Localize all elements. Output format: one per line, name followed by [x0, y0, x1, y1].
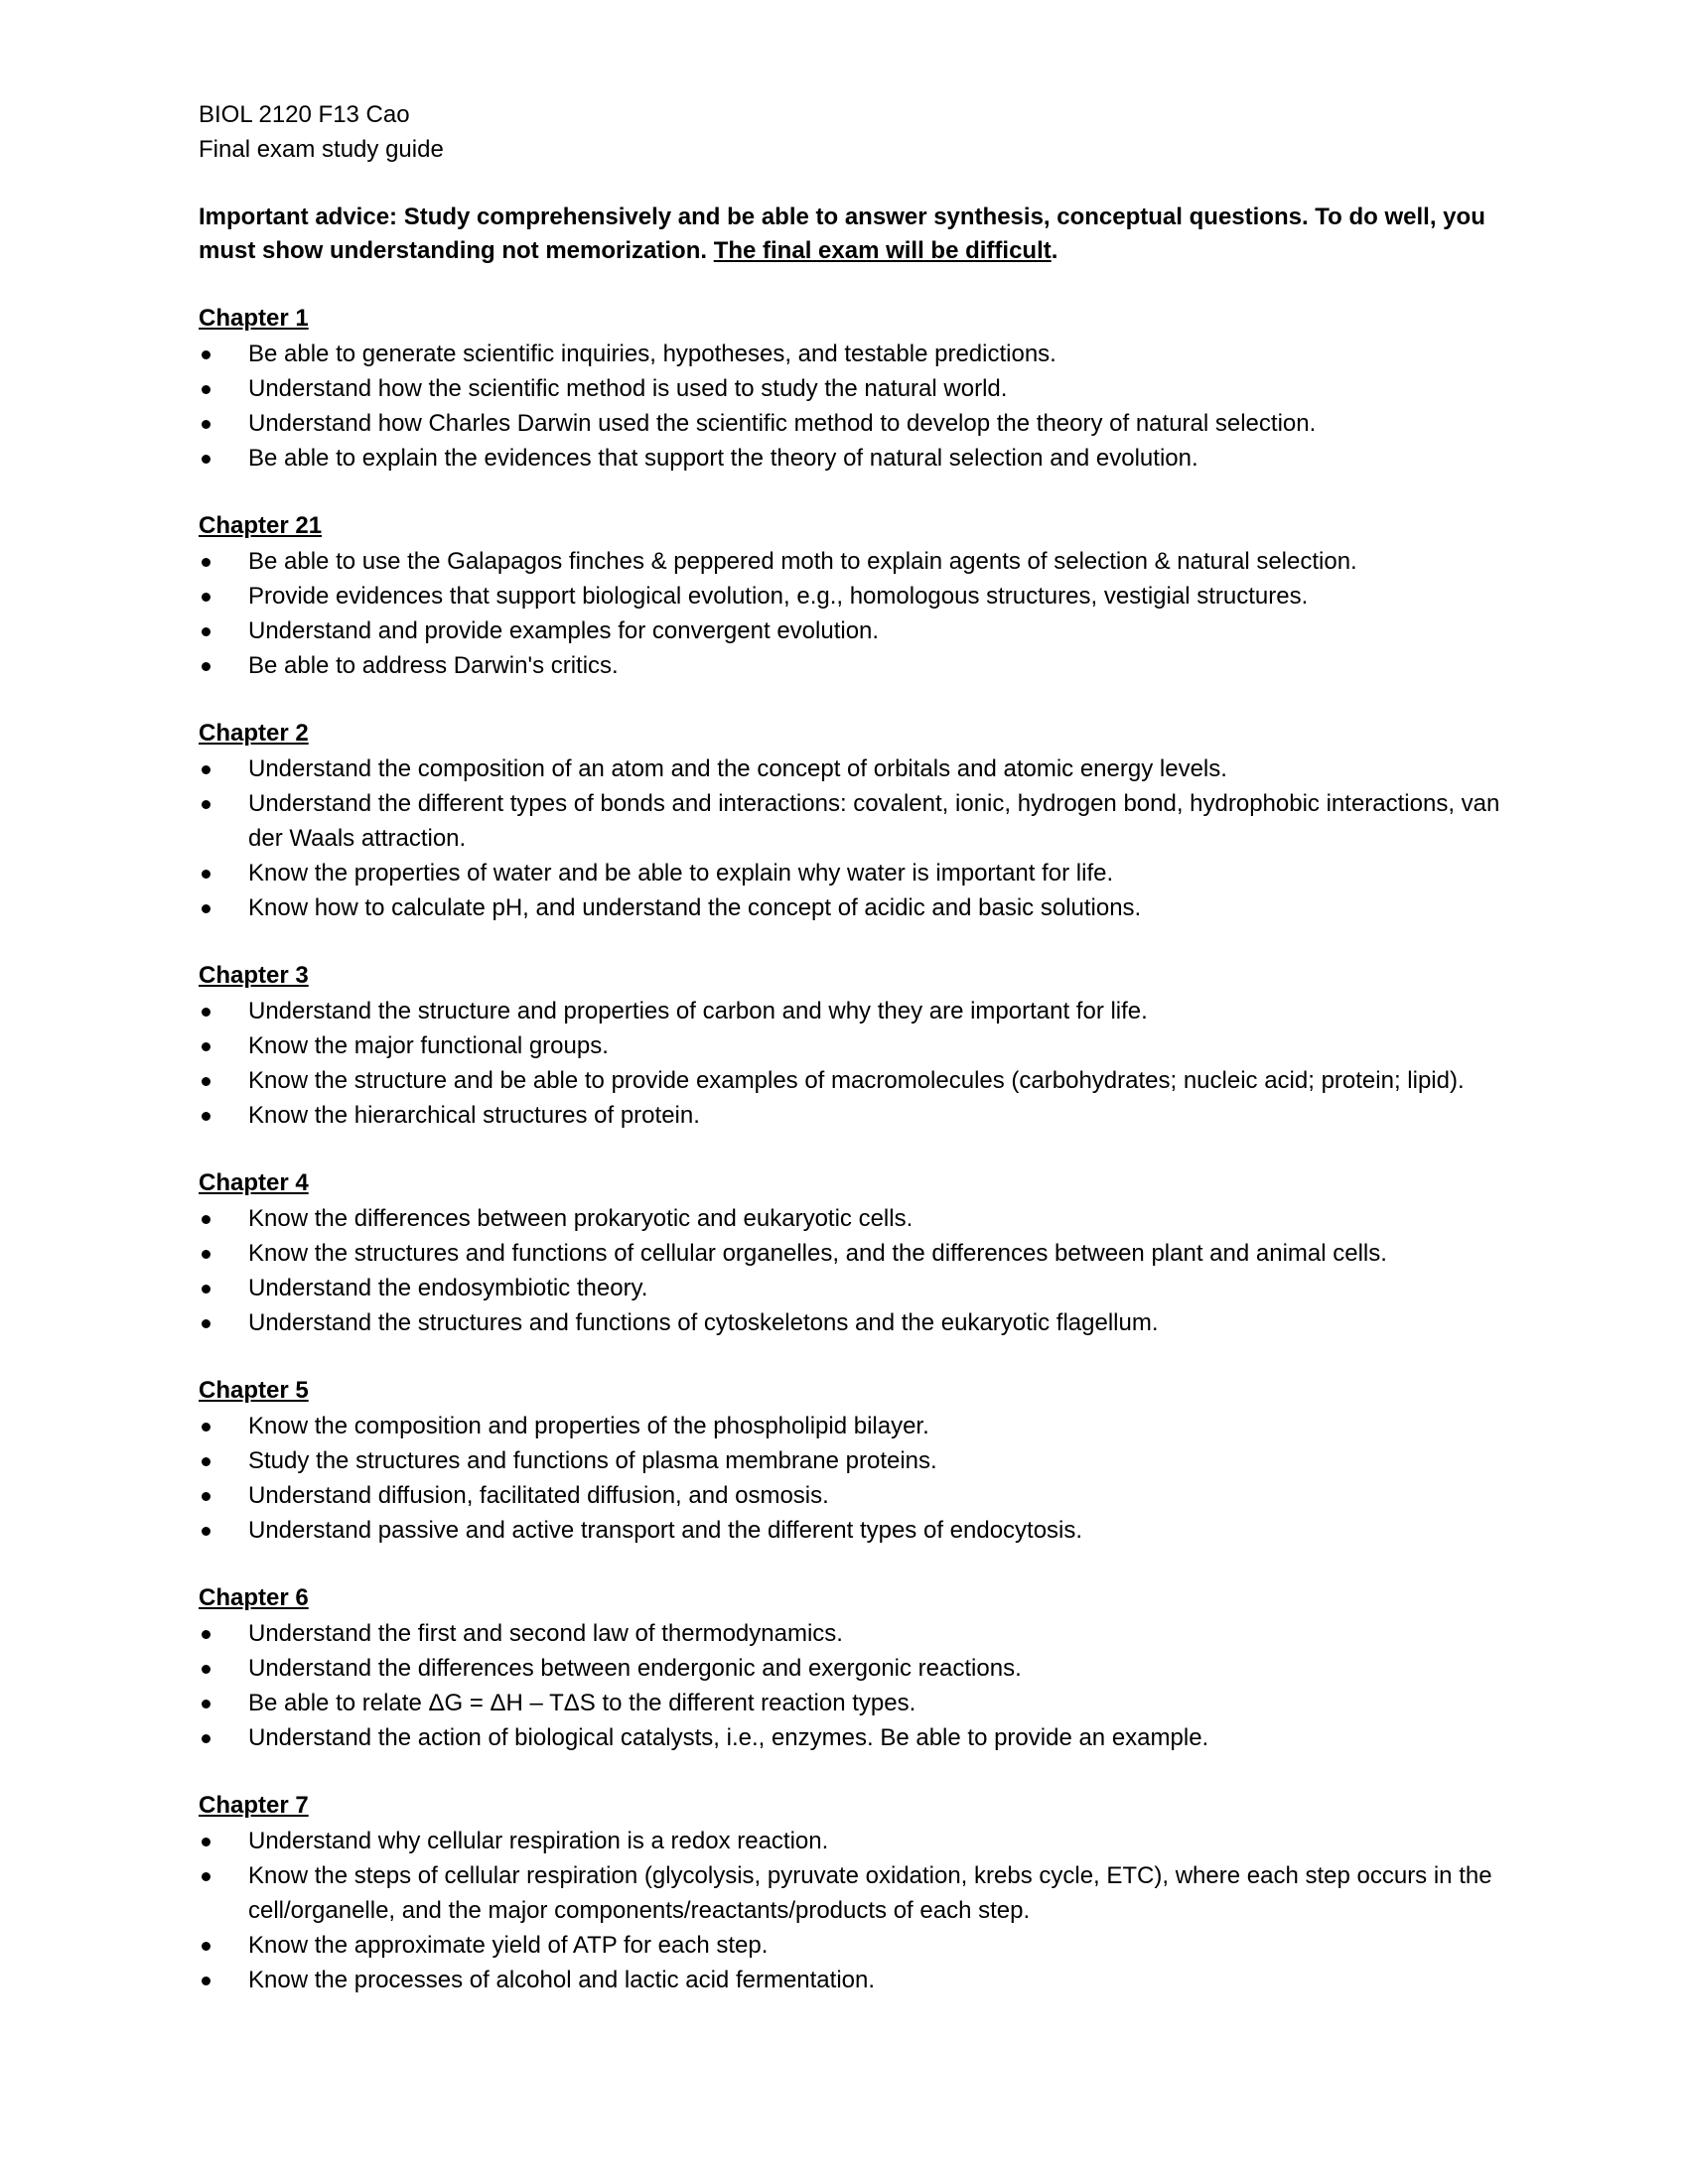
- bullet-item: Know the major functional groups.: [199, 1028, 1519, 1063]
- chapter-heading: Chapter 7: [199, 1792, 309, 1819]
- bullet-item: Understand how the scientific method is used to study the natural world.: [199, 371, 1519, 406]
- document-page: [199, 97, 1519, 1997]
- bullet-item: Know the composition and properties of the phospholipid bilayer.: [199, 1409, 1519, 1443]
- chapter-heading: Chapter 4: [199, 1169, 309, 1196]
- chapter-section: [199, 958, 1519, 1133]
- chapter-section: [199, 1373, 1519, 1548]
- bullet-item: Know how to calculate pH, and understand the concept of acidic and basic solutions.: [199, 890, 1519, 925]
- bullet-item: Understand passive and active transport and the different types of endocytosis.: [199, 1513, 1519, 1548]
- bullet-list: [199, 751, 1519, 925]
- document-title: Final exam study guide: [199, 136, 444, 163]
- bullet-item: Know the structures and functions of cellular organelles, and the differences between plant and animal cells.: [199, 1236, 1519, 1271]
- bullet-item: Understand why cellular respiration is a redox reaction.: [199, 1824, 1519, 1858]
- course-label: BIOL 2120 F13 Cao: [199, 101, 410, 128]
- bullet-item: Know the structure and be able to provide examples of macromolecules (carbohydrates; nucleic acid; protein; lipid).: [199, 1063, 1519, 1098]
- bullet-item: Know the hierarchical structures of protein.: [199, 1098, 1519, 1133]
- bullet-item: Be able to relate ΔG = ΔH – TΔS to the different reaction types.: [199, 1686, 1519, 1720]
- advice-end: .: [1051, 237, 1058, 264]
- chapter-section: [199, 1580, 1519, 1755]
- chapter-heading: Chapter 21: [199, 512, 323, 539]
- bullet-item: Know the approximate yield of ATP for each step.: [199, 1928, 1519, 1963]
- bullet-item: Understand the differences between endergonic and exergonic reactions.: [199, 1651, 1519, 1686]
- bullet-item: Be able to generate scientific inquiries, hypotheses, and testable predictions.: [199, 337, 1519, 371]
- chapter-section: [199, 508, 1519, 683]
- bullet-list: [199, 1616, 1519, 1755]
- bullet-list: [199, 337, 1519, 476]
- bullet-item: Understand the endosymbiotic theory.: [199, 1271, 1519, 1305]
- bullet-item: Understand the first and second law of thermodynamics.: [199, 1616, 1519, 1651]
- bullet-item: Understand the different types of bonds and interactions: covalent, ionic, hydrogen bond, hydrophobic interactions, van der Waals attraction.: [199, 786, 1519, 856]
- important-advice: [199, 201, 1489, 268]
- bullet-item: Understand the action of biological catalysts, i.e., enzymes. Be able to provide an example.: [199, 1720, 1519, 1755]
- bullet-list: [199, 1201, 1519, 1340]
- chapter-heading: Chapter 6: [199, 1584, 309, 1611]
- bullet-item: Be able to explain the evidences that support the theory of natural selection and evolution.: [199, 441, 1519, 476]
- bullet-item: Understand and provide examples for convergent evolution.: [199, 614, 1519, 648]
- chapter-heading: Chapter 2: [199, 720, 309, 747]
- bullet-item: Know the properties of water and be able to explain why water is important for life.: [199, 856, 1519, 890]
- bullet-item: Know the processes of alcohol and lactic acid fermentation.: [199, 1963, 1519, 1997]
- chapter-section: [199, 1165, 1519, 1340]
- bullet-item: Understand the composition of an atom and the concept of orbitals and atomic energy levels.: [199, 751, 1519, 786]
- bullet-item: Provide evidences that support biological evolution, e.g., homologous structures, vestigial structures.: [199, 579, 1519, 614]
- chapter-section: [199, 1788, 1519, 1997]
- bullet-list: [199, 994, 1519, 1133]
- chapter-heading: Chapter 5: [199, 1377, 309, 1404]
- bullet-item: Be able to use the Galapagos finches & peppered moth to explain agents of selection & natural selection.: [199, 544, 1519, 579]
- chapter-list: [199, 301, 1519, 1997]
- chapter-heading: Chapter 3: [199, 962, 309, 989]
- chapter-section: [199, 716, 1519, 925]
- bullet-item: Know the differences between prokaryotic and eukaryotic cells.: [199, 1201, 1519, 1236]
- bullet-item: Understand diffusion, facilitated diffusion, and osmosis.: [199, 1478, 1519, 1513]
- chapter-heading: Chapter 1: [199, 305, 309, 332]
- bullet-item: Understand the structure and properties of carbon and why they are important for life.: [199, 994, 1519, 1028]
- bullet-list: [199, 1409, 1519, 1548]
- bullet-item: Understand the structures and functions of cytoskeletons and the eukaryotic flagellum.: [199, 1305, 1519, 1340]
- bullet-item: Be able to address Darwin's critics.: [199, 648, 1519, 683]
- bullet-list: [199, 1824, 1519, 1997]
- chapter-section: [199, 301, 1519, 476]
- advice-emphasis: The final exam will be difficult: [713, 237, 1052, 264]
- bullet-item: Know the steps of cellular respiration (glycolysis, pyruvate oxidation, krebs cycle, ETC), where each step occurs in the cell/organelle, and the major components/reactants/products of each step.: [199, 1858, 1519, 1928]
- bullet-item: Understand how Charles Darwin used the scientific method to develop the theory of natural selection.: [199, 406, 1519, 441]
- bullet-item: Study the structures and functions of plasma membrane proteins.: [199, 1443, 1519, 1478]
- bullet-list: [199, 544, 1519, 683]
- advice-text: Important advice: Study comprehensively and be able to answer synthesis, conceptual questions. To do well, you must show understanding not memorization.: [199, 204, 1485, 264]
